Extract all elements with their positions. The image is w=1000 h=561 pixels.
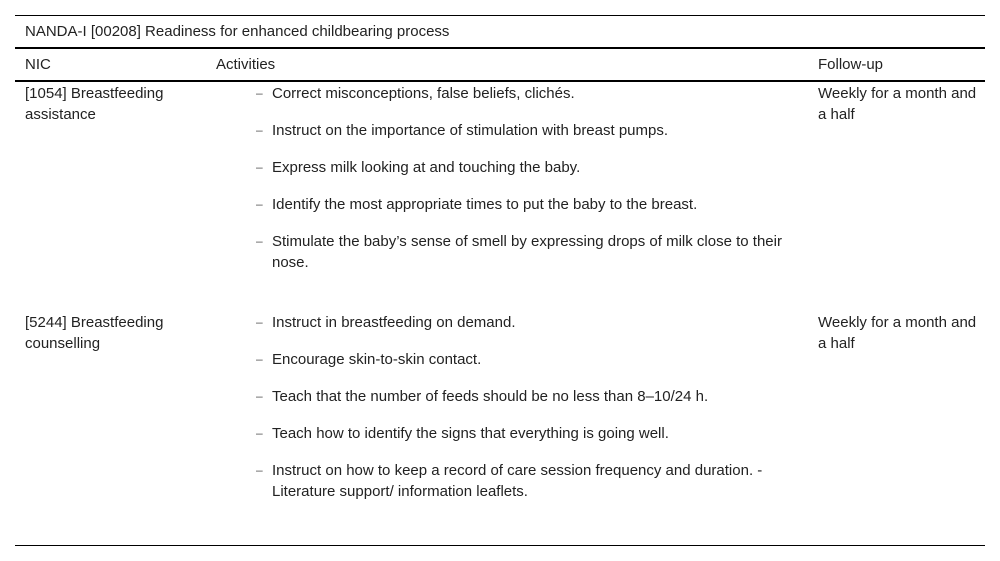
dash-bullet: – [256, 426, 263, 440]
activity-item [256, 312, 796, 333]
title-divider [15, 47, 985, 49]
table-top-rule [15, 15, 985, 16]
activity-item [256, 460, 796, 502]
followup-value: Weekly for a month and a half [818, 314, 977, 352]
activity-text: Stimulate the baby’s sense of smell by expressing drops of milk close to their nose. [272, 233, 782, 271]
activity-text: Instruct in breastfeeding on demand. [272, 314, 516, 331]
activity-item [256, 349, 796, 370]
table-title: NANDA-I [00208] Readiness for enhanced childbearing process [25, 23, 450, 40]
dash-bullet: – [256, 315, 263, 329]
activity-item [256, 423, 796, 444]
activity-item [256, 120, 796, 141]
followup-value: Weekly for a month and a half [818, 85, 977, 123]
dash-bullet: – [256, 352, 263, 366]
activity-item [256, 157, 796, 178]
activity-text: Identify the most appropriate times to put the baby to the breast. [272, 196, 698, 213]
dash-bullet: – [256, 86, 263, 100]
header-followup: Follow-up [818, 56, 884, 73]
dash-bullet: – [256, 160, 263, 174]
dash-bullet: – [256, 463, 263, 477]
activities-list [256, 312, 796, 518]
nic-intervention: [1054] Breastfeeding assistance [25, 85, 164, 123]
activity-text: Correct misconceptions, false beliefs, clichés. [272, 85, 575, 102]
activity-text: Encourage skin-to-skin contact. [272, 351, 482, 368]
activities-list [256, 83, 796, 289]
header-divider [15, 80, 985, 82]
header-activities: Activities [216, 56, 276, 73]
dash-bullet: – [256, 234, 263, 248]
activity-item [256, 83, 796, 104]
activity-text: Teach how to identify the signs that everything is going well. [272, 425, 669, 442]
dash-bullet: – [256, 389, 263, 403]
activity-text: Express milk looking at and touching the baby. [272, 159, 581, 176]
activity-text: Teach that the number of feeds should be no less than 8–10/24 h. [272, 388, 709, 405]
dash-bullet: – [256, 197, 263, 211]
activity-text: Instruct on the importance of stimulation with breast pumps. [272, 122, 669, 139]
nic-intervention: [5244] Breastfeeding counselling [25, 314, 164, 352]
dash-bullet: – [256, 123, 263, 137]
activity-item [256, 386, 796, 407]
activity-text: Instruct on how to keep a record of care session frequency and duration. - Literature support/ information leaflets. [272, 462, 763, 500]
activity-item [256, 194, 796, 215]
header-nic: NIC [25, 56, 51, 73]
table-bottom-rule [15, 545, 985, 546]
activity-item [256, 231, 796, 273]
